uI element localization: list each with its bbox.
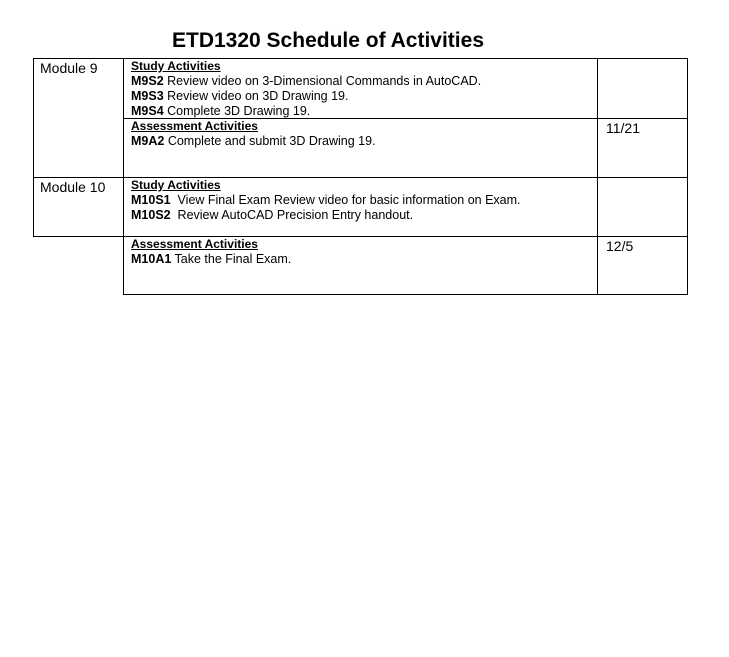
activity-text: View Final Exam Review video for basic information on Exam. xyxy=(170,193,521,207)
activity-code: M9S2 xyxy=(131,74,164,88)
table-bottom-border xyxy=(123,294,688,295)
activity-code: M10S1 xyxy=(131,193,171,207)
activity-text: Review video on 3D Drawing 19. xyxy=(163,89,349,103)
module-column-border xyxy=(123,58,124,295)
activity-item xyxy=(131,134,376,149)
activity-item xyxy=(131,89,481,104)
study-activities-heading: Study Activities xyxy=(131,59,221,73)
assessment-activities-block xyxy=(131,119,376,149)
activity-code: M10A1 xyxy=(131,252,172,266)
activity-code: M9A2 xyxy=(131,134,165,148)
activity-text: Complete and submit 3D Drawing 19. xyxy=(164,134,376,148)
module-label: Module 9 xyxy=(40,60,98,76)
due-date: 11/21 xyxy=(606,120,640,136)
activity-item xyxy=(131,104,481,119)
due-date: 12/5 xyxy=(606,238,634,254)
activity-item xyxy=(131,252,291,267)
table-right-border xyxy=(687,58,688,295)
activity-text: Review AutoCAD Precision Entry handout. xyxy=(170,208,414,222)
page-title: ETD1320 Schedule of Activities xyxy=(172,29,484,52)
activity-item xyxy=(131,74,481,89)
assessment-activities-block xyxy=(131,237,291,267)
assessment-activities-heading: Assessment Activities xyxy=(131,119,258,133)
activity-text: Take the Final Exam. xyxy=(171,252,292,266)
activity-code: M9S3 xyxy=(131,89,164,103)
study-activities-block xyxy=(131,178,521,223)
study-activities-block xyxy=(131,59,481,119)
activity-code: M9S4 xyxy=(131,104,164,118)
module-label: Module 10 xyxy=(40,179,106,195)
due-column-border xyxy=(597,58,598,295)
activity-text: Review video on 3-Dimensional Commands in AutoCAD. xyxy=(163,74,482,88)
activity-item xyxy=(131,208,521,223)
table-left-border xyxy=(33,58,34,237)
study-activities-heading: Study Activities xyxy=(131,178,221,192)
activity-item xyxy=(131,193,521,208)
activity-text: Complete 3D Drawing 19. xyxy=(163,104,311,118)
assessment-activities-heading: Assessment Activities xyxy=(131,237,258,251)
activity-code: M10S2 xyxy=(131,208,171,222)
